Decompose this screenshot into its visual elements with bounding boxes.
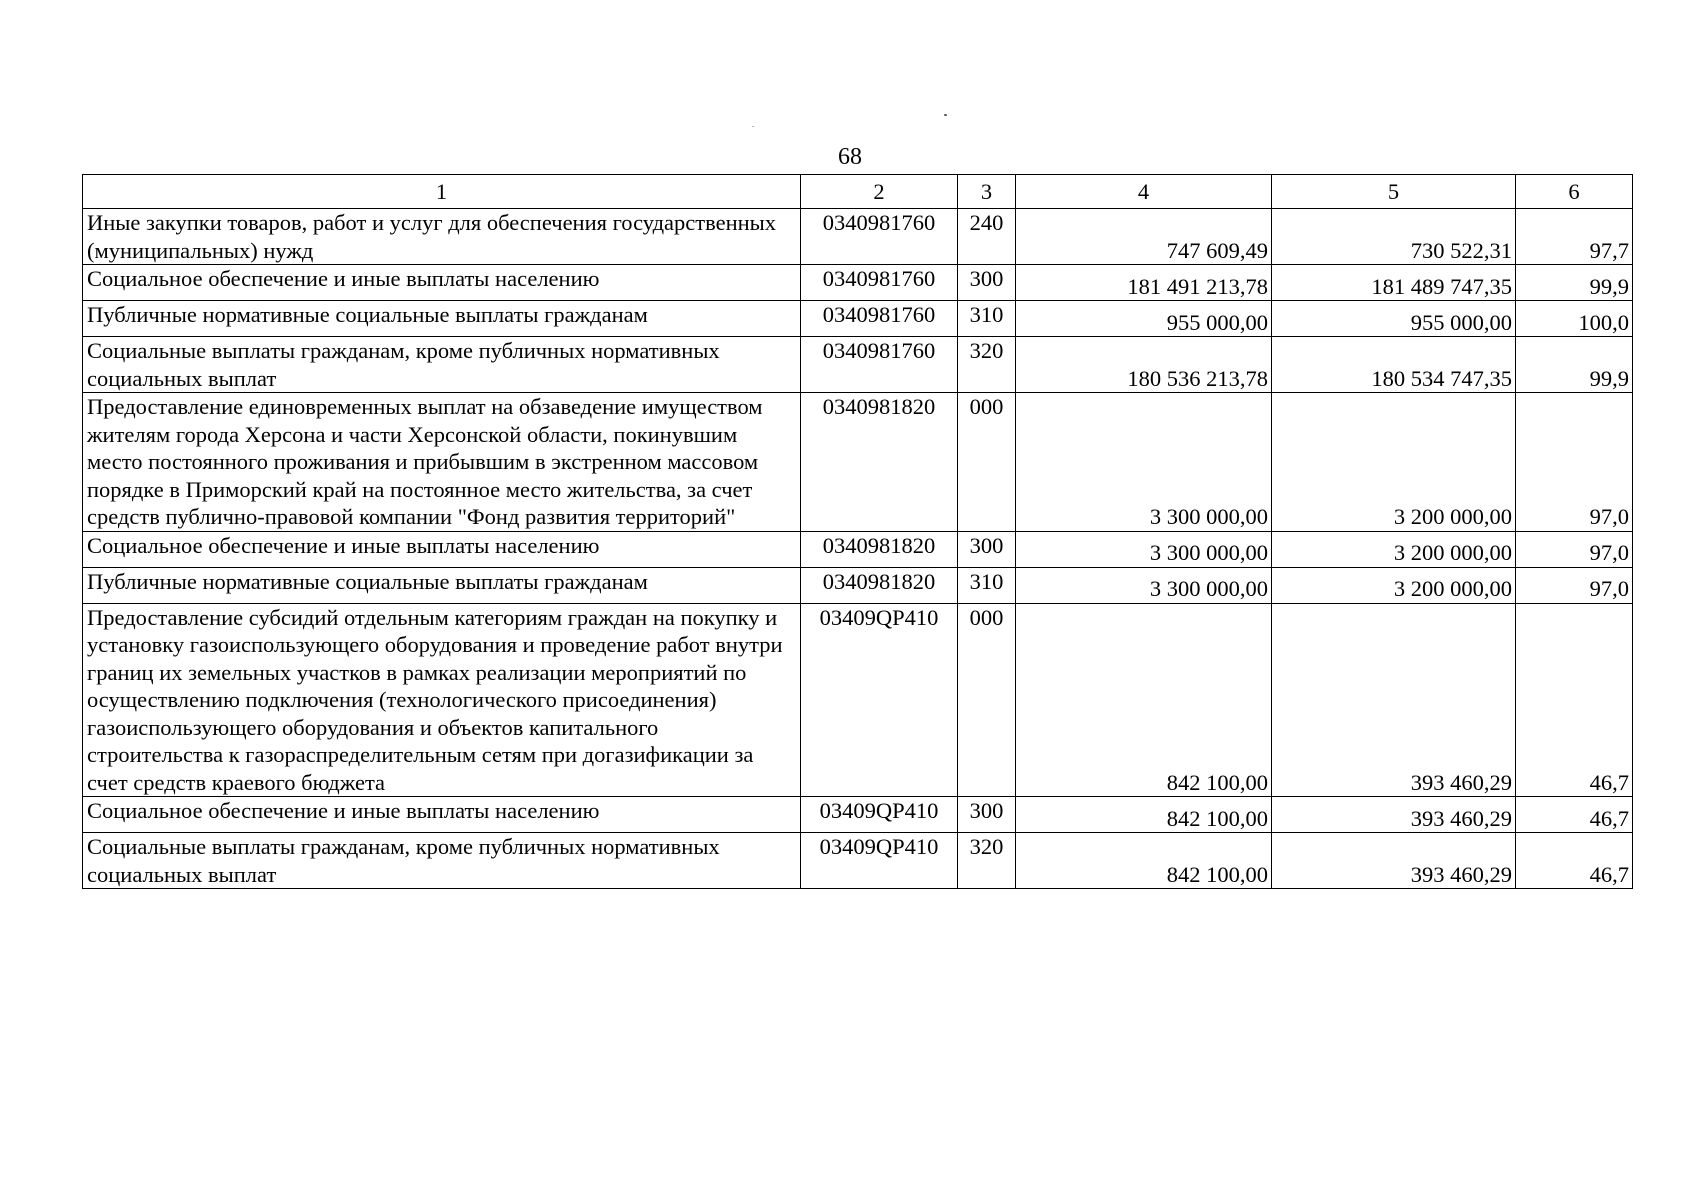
row-percent: 46,7 [1516,603,1633,797]
row-percent: 97,0 [1516,393,1633,532]
column-header-fact: 5 [1272,175,1516,209]
row-name: Социальное обеспечение и иные выплаты населению [83,265,801,301]
row-name: Иные закупки товаров, работ и услуг для обеспечения государственных (муниципальных) нужд [83,209,801,265]
table-row [83,301,1633,337]
row-code: 0340981760 [801,337,958,393]
budget-execution-table [82,174,1633,889]
row-plan: 181 491 213,78 [1016,265,1272,301]
table-row [83,531,1633,567]
row-fact: 955 000,00 [1272,301,1516,337]
column-header-code: 2 [801,175,958,209]
row-fact: 730 522,31 [1272,209,1516,265]
row-name: Социальное обеспечение и иные выплаты населению [83,531,801,567]
row-fact: 3 200 000,00 [1272,567,1516,603]
table-row [83,603,1633,797]
row-code: 03409QP410 [801,603,958,797]
row-plan: 3 300 000,00 [1016,567,1272,603]
row-expense-type: 300 [958,265,1016,301]
row-plan: 842 100,00 [1016,603,1272,797]
row-percent: 97,7 [1516,209,1633,265]
row-code: 0340981820 [801,567,958,603]
row-percent: 99,9 [1516,265,1633,301]
row-code: 0340981760 [801,209,958,265]
row-plan: 3 300 000,00 [1016,531,1272,567]
scan-speck [752,126,754,127]
row-code: 0340981760 [801,301,958,337]
row-code: 03409QP410 [801,797,958,833]
column-header-percent: 6 [1516,175,1633,209]
row-percent: 46,7 [1516,797,1633,833]
row-plan: 955 000,00 [1016,301,1272,337]
row-fact: 393 460,29 [1272,797,1516,833]
row-name: Социальные выплаты гражданам, кроме публичных нормативных социальных выплат [83,833,801,889]
row-expense-type: 320 [958,337,1016,393]
row-expense-type: 310 [958,567,1016,603]
row-code: 0340981760 [801,265,958,301]
row-name: Социальные выплаты гражданам, кроме публичных нормативных социальных выплат [83,337,801,393]
row-name: Предоставление субсидий отдельным категориям граждан на покупку и установку газоиспользующего оборудования и проведение работ внутри границ их земельных участков в рамках реализации мероприятий по осуществлению подключения (технологического присоединения) газоиспользующего оборудования и объектов капитального строительства к газораспределительным сетям при догазификации за счет средств краевого бюджета [83,603,801,797]
row-percent: 97,0 [1516,567,1633,603]
row-expense-type: 320 [958,833,1016,889]
row-plan: 747 609,49 [1016,209,1272,265]
table-row [83,567,1633,603]
table-row [83,265,1633,301]
row-name: Социальное обеспечение и иные выплаты населению [83,797,801,833]
table-row [83,833,1633,889]
row-fact: 393 460,29 [1272,833,1516,889]
row-percent: 99,9 [1516,337,1633,393]
row-plan: 842 100,00 [1016,797,1272,833]
table-row [83,209,1633,265]
row-name: Публичные нормативные социальные выплаты гражданам [83,567,801,603]
row-code: 0340981820 [801,531,958,567]
row-name: Предоставление единовременных выплат на обзаведение имуществом жителям города Херсона и части Херсонской области, покинувшим место постоянного проживания и прибывшим в экстренном массовом порядке в Приморский край на постоянное место жительства, за счет средств публично-правовой компании "Фонд развития территорий" [83,393,801,532]
column-header-name: 1 [83,175,801,209]
row-plan: 180 536 213,78 [1016,337,1272,393]
column-header-plan: 4 [1016,175,1272,209]
row-fact: 3 200 000,00 [1272,393,1516,532]
row-fact: 3 200 000,00 [1272,531,1516,567]
row-expense-type: 000 [958,393,1016,532]
row-percent: 97,0 [1516,531,1633,567]
table-row [83,797,1633,833]
row-percent: 100,0 [1516,301,1633,337]
row-fact: 393 460,29 [1272,603,1516,797]
column-header-expense-type: 3 [958,175,1016,209]
row-plan: 3 300 000,00 [1016,393,1272,532]
row-expense-type: 300 [958,797,1016,833]
page-number: 68 [838,144,862,170]
table-row [83,337,1633,393]
row-code: 03409QP410 [801,833,958,889]
scan-speck [944,114,947,116]
table-header-row [83,175,1633,209]
row-expense-type: 310 [958,301,1016,337]
row-fact: 180 534 747,35 [1272,337,1516,393]
row-expense-type: 300 [958,531,1016,567]
table-row [83,393,1633,532]
row-fact: 181 489 747,35 [1272,265,1516,301]
row-expense-type: 000 [958,603,1016,797]
row-expense-type: 240 [958,209,1016,265]
row-name: Публичные нормативные социальные выплаты гражданам [83,301,801,337]
row-percent: 46,7 [1516,833,1633,889]
row-plan: 842 100,00 [1016,833,1272,889]
row-code: 0340981820 [801,393,958,532]
